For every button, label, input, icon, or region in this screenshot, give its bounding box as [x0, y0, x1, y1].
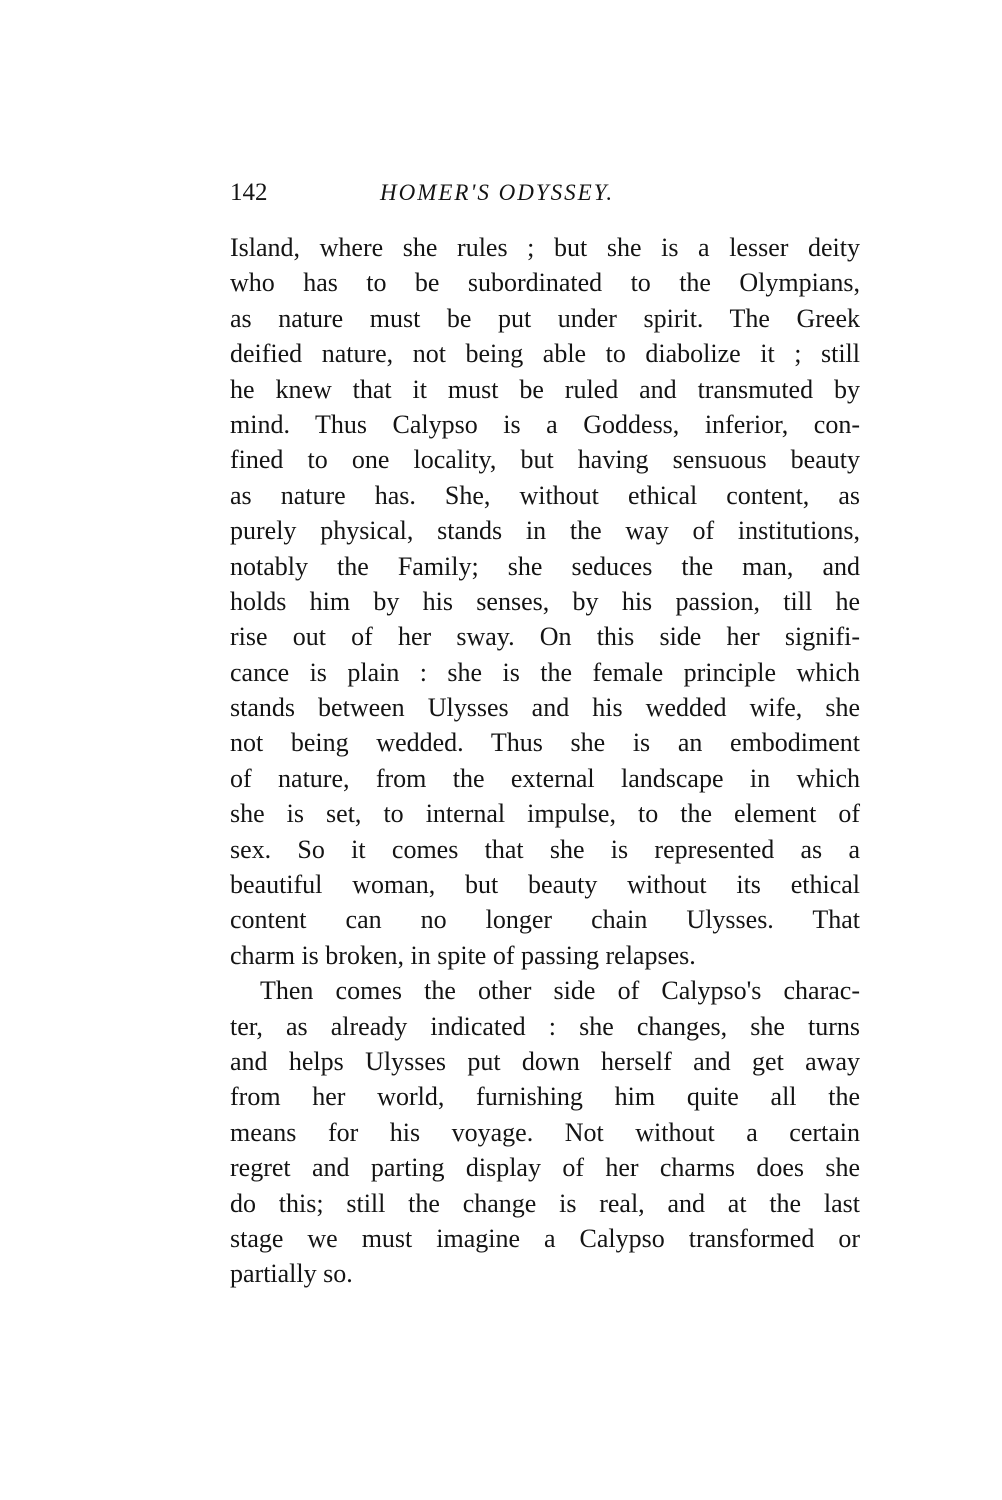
text-line: do this; still the change is real, and at the last — [230, 1188, 860, 1218]
body-text — [230, 230, 860, 1292]
text-line: cance is plain : she is the female principle which — [230, 657, 860, 687]
text-line: of nature, from the external landscape in which — [230, 763, 860, 793]
running-head — [230, 178, 860, 208]
paragraph-1 — [230, 230, 860, 973]
text-line: stage we must imagine a Calypso transformed or — [230, 1223, 860, 1253]
text-line: partially so. — [230, 1259, 353, 1289]
text-line: ter, as already indicated : she changes, she turns — [230, 1011, 860, 1041]
text-line: Island, where she rules ; but she is a lesser deity — [230, 233, 860, 262]
text-line: charm is broken, in spite of passing relapses. — [230, 940, 696, 970]
page-number: 142 — [230, 179, 268, 206]
text-line: stands between Ulysses and his wedded wife, she — [230, 693, 860, 723]
text-line: as nature must be put under spirit. The Greek — [230, 303, 860, 333]
text-line: holds him by his senses, by his passion, till he — [230, 586, 860, 616]
text-line: Then comes the other side of Calypso's charac- — [260, 976, 860, 1006]
text-line: beautiful woman, but beauty without its ethical — [230, 870, 860, 900]
text-line: fined to one locality, but having sensuous beauty — [230, 445, 860, 475]
text-line: means for his voyage. Not without a certain — [230, 1117, 860, 1147]
text-line: mind. Thus Calypso is a Goddess, inferior, con- — [230, 409, 860, 439]
text-line: from her world, furnishing him quite all the — [230, 1082, 860, 1112]
text-line: and helps Ulysses put down herself and get away — [230, 1046, 860, 1076]
text-line: purely physical, stands in the way of institutions, — [230, 516, 860, 546]
text-line: not being wedded. Thus she is an embodiment — [230, 728, 860, 758]
paragraph-2 — [230, 973, 860, 1292]
text-line: regret and parting display of her charms does she — [230, 1153, 860, 1183]
text-line: sex. So it comes that she is represented as a — [230, 834, 860, 864]
text-line: who has to be subordinated to the Olympians, — [230, 268, 860, 298]
text-line: deified nature, not being able to diabolize it ; still — [230, 339, 860, 369]
text-line: notably the Family; she seduces the man, and — [230, 551, 860, 581]
text-line: as nature has. She, without ethical content, as — [230, 480, 860, 510]
text-line: rise out of her sway. On this side her signifi- — [230, 622, 860, 652]
text-line: content can no longer chain Ulysses. That — [230, 905, 860, 935]
text-line: he knew that it must be ruled and transmuted by — [230, 374, 860, 404]
running-title: HOMER'S ODYSSEY. — [380, 180, 615, 205]
text-line: she is set, to internal impulse, to the element of — [230, 799, 860, 829]
